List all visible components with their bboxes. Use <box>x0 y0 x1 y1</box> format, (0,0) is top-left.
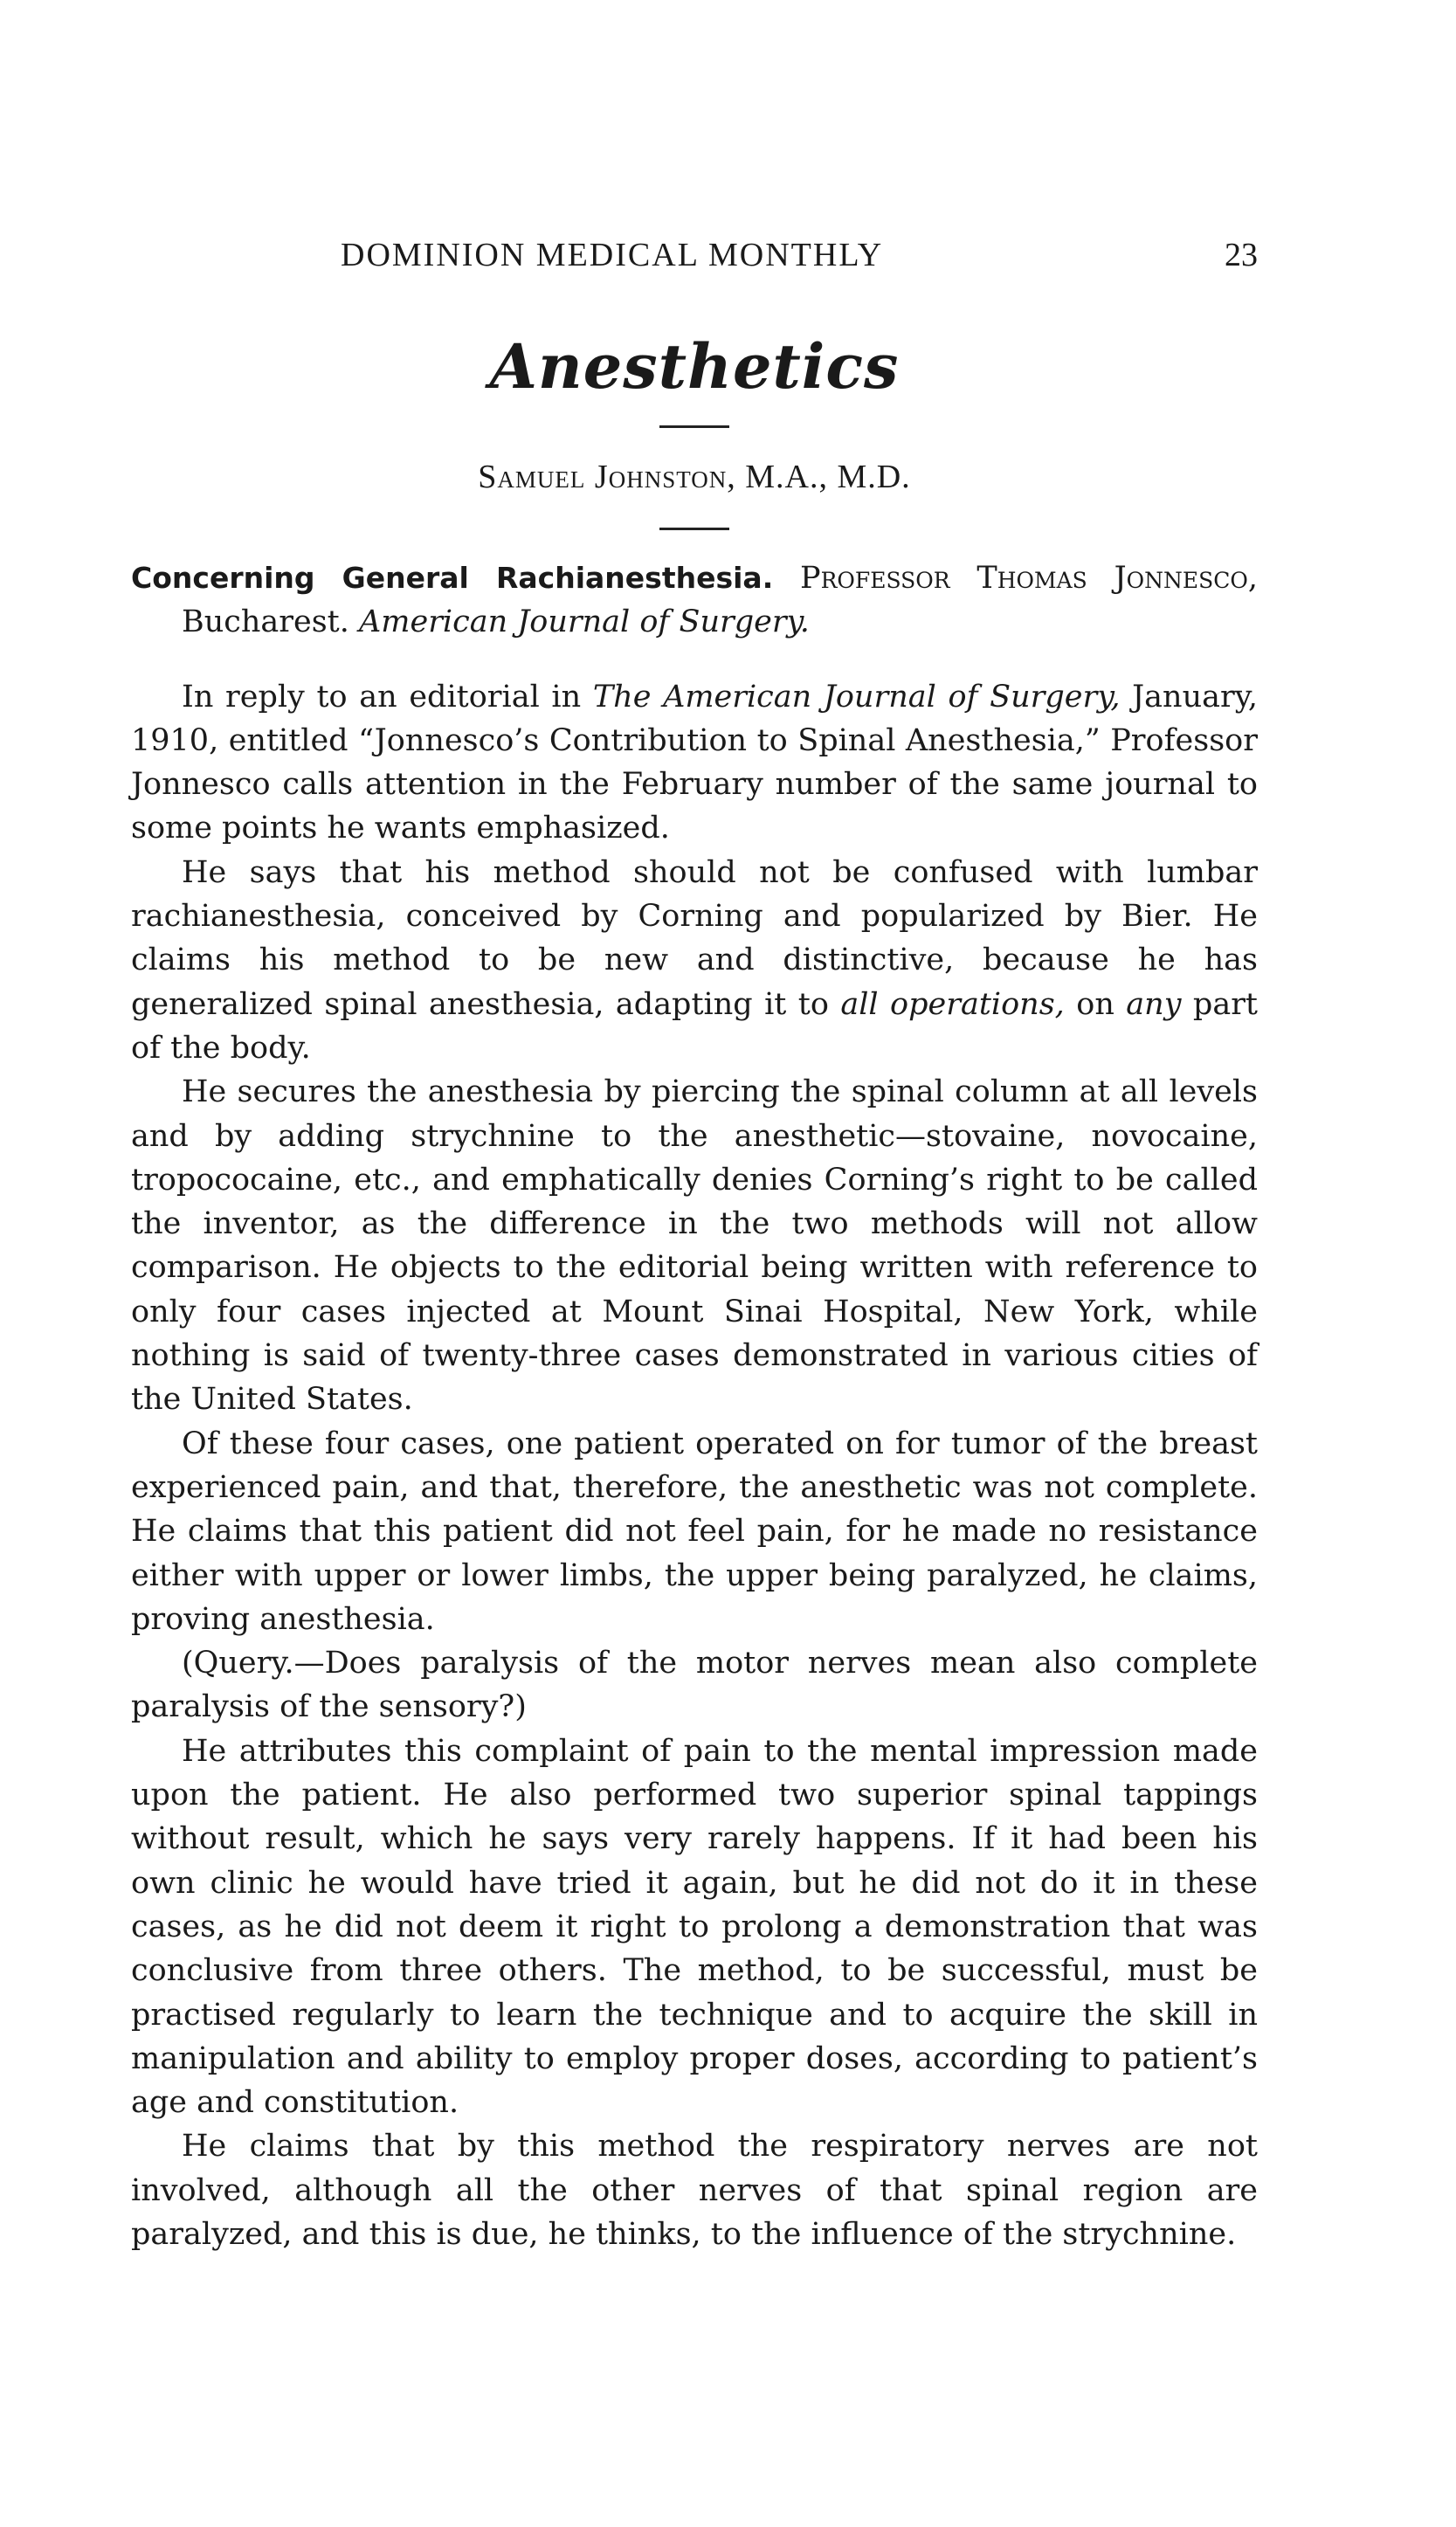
author-rule <box>659 528 729 530</box>
paragraph-2-text-e: part of the body. <box>131 986 1258 1066</box>
title-rule <box>659 425 729 428</box>
paragraph-1-text-c: January, 1910, entitled “Jonnesco’s Contribution to Spinal Anesthesia,” Professor Jonnesco calls attention in the February number of the same journal to some points he wants emphasized. <box>131 679 1258 846</box>
paragraph-1-text-a: In reply to an editorial in <box>182 679 593 715</box>
article-heading: Concerning General Rachianesthesia. <box>131 561 774 595</box>
emphasis-all-operations: all operations, <box>840 986 1065 1022</box>
emphasis-any: any <box>1126 986 1182 1022</box>
article-source: American Journal of Surgery. <box>359 604 810 640</box>
paragraph-5-query: (Query.—Does paralysis of the motor nerves mean also complete paralysis of the sensory?) <box>131 1646 1258 1725</box>
paragraph-2 <box>131 851 1258 1070</box>
article-body <box>131 556 1258 2256</box>
section-title: Anesthetics <box>489 330 900 403</box>
journal-reference: The American Journal of Surgery, <box>592 679 1121 715</box>
running-header <box>131 236 1258 280</box>
article-byline: Professor Thomas Jonnesco, <box>800 561 1258 596</box>
document-page <box>131 236 1258 2256</box>
paragraph-7: He claims that by this method the respiratory nerves are not involved, although all the other nerves of that spinal region are paralyzed, and this is due, he thinks, to the influence of the strychnine. <box>131 2129 1258 2252</box>
article-citation <box>131 556 1258 645</box>
article-place: Bucharest. <box>182 604 349 640</box>
journal-title: DOMINION MEDICAL MONTHLY <box>341 237 884 273</box>
page-number: 23 <box>1225 237 1258 273</box>
author-line: Samuel Johnston, M.A., M.D. <box>478 459 911 495</box>
paragraph-2-text-c: on <box>1064 986 1127 1022</box>
paragraph-1 <box>131 675 1258 851</box>
paragraph-2-text-a: He says that his method should not be confused with lumbar rachianesthesia, conceived by Corning and popularized by Bier. He claims his method to be new and distinctive, because he has generalized spinal anesthesia, adapting it to <box>131 854 1258 1022</box>
paragraph-6: He attributes this complaint of pain to the mental impression made upon the patient. He also performed two superior spinal tappings without result, which he says very rarely happens. If it had been his own clinic he would have tried it again, but he did not do it in these cases, as he did not deem it right to prolong a demonstration that was conclusive from three others. The method, to be successful, must be practised regularly to learn the technique and to acquire the skill in manipulation and ability to employ proper doses, according to patient’s age and constitution. <box>131 1733 1258 2121</box>
paragraph-3: He secures the anesthesia by piercing the spinal column at all levels and by adding strychnine to the anesthetic—stovaine, novocaine, tropococaine, etc., and emphatically denies Corning’s right to be called the inventor, as the difference in the two methods will not allow comparison. He objects to the editorial being written with reference to only four cases injected at Mount Sinai Hospital, New York, while nothing is said of twenty-three cases demonstrated in various cities of the United States. <box>131 1074 1258 1418</box>
paragraph-4: Of these four cases, one patient operated on for tumor of the breast experienced pain, and that, therefore, the anesthetic was not complete. He claims that this patient did not feel pain, for he made no resistance either with upper or lower limbs, the upper being paralyzed, he claims, proving anesthesia. <box>131 1426 1258 1637</box>
